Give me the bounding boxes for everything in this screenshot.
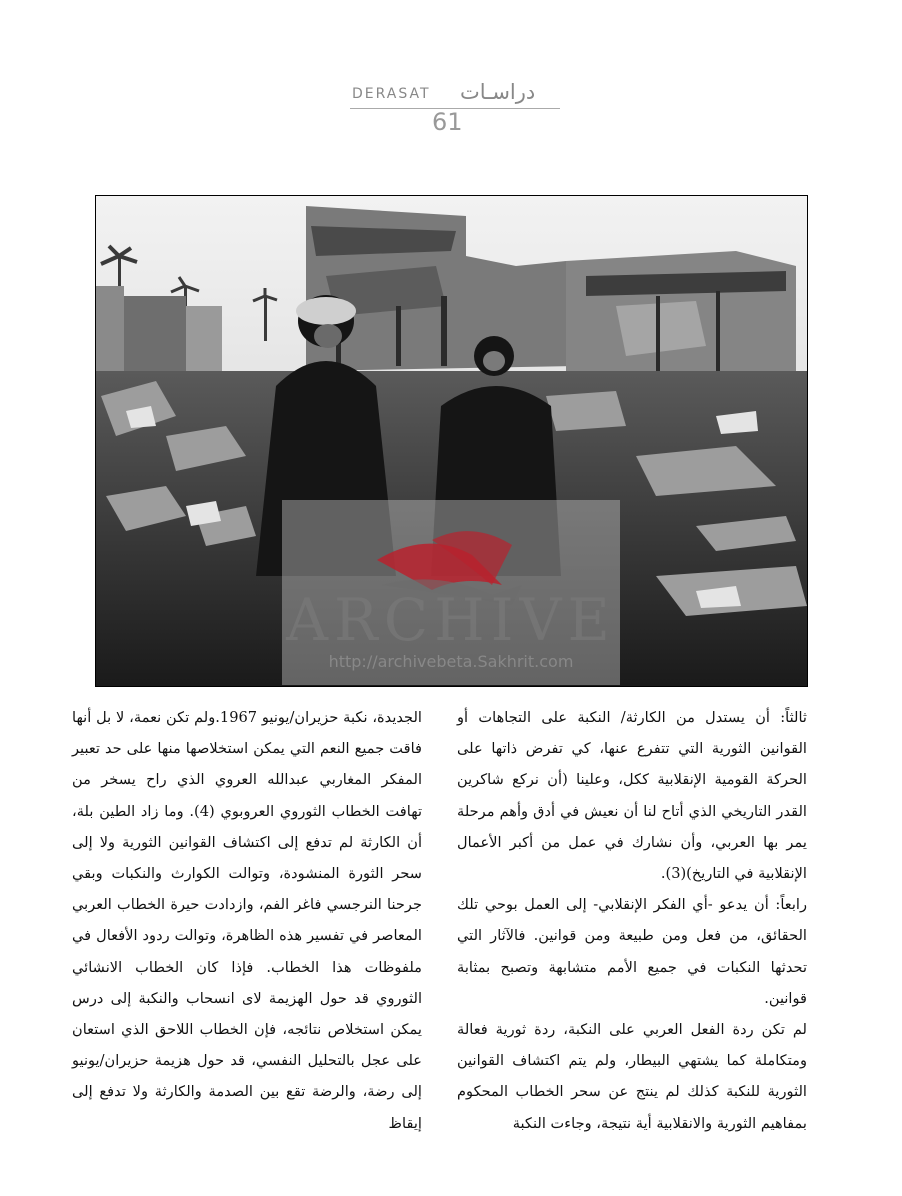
journal-title-latin: DERASAT xyxy=(352,86,431,102)
paragraph: رابعاً: أن يدعو -أي الفكر الإنقلابي- إلى العمل بوحي تلك الحقائق، من فعل ومن طبيعة ومن قوانين. فالآثار التي تحدثها النكبات في جميع الأمم متشابهة وتصبح بمثابة قوانين. xyxy=(457,896,807,1007)
paragraph: الجديدة، نكبة حزيران/يونيو 1967.ولم تكن نعمة، لا بل أنها فاقت جميع النعم التي يمكن استخلاصها منها على حد تعبير المفكر المغاربي عبدالله العروي الذي راح يسخر من تهافت الخطاب الثوروي العروبوي (4). وما زاد الطين بلة، أن الكارثة لم تدفع إلى اكتشاف القوانين الثورية ولا إلى سحر الثورة المنشودة، وتوالت الكوارث والنكبات وبقي جرحنا النرجسي فاغر الفم، وازدادت حيرة الخطاب العربي المعاصر في تفسير هذه الظاهرة، وتوالت ردود الأفعال في ملفوظات هذا الخطاب. فإذا كان الخطاب الانشائي الثوروي قد حول الهزيمة لاى انسحاب والنكبة إلى درس يمكن استخلاص نتائجه، فإن الخطاب اللاحق الذي استعان على عجل بالتحليل النفسي، قد حول هزيمة حزيران/يونيو إلى رضة، والرضة تقع بين الصدمة والكارثة ولا تدفع إلى إيقاظ xyxy=(72,709,423,1132)
paragraph: لم تكن ردة الفعل العربي على النكبة، ردة ثورية فعالة ومتكاملة كما يشتهي البيطار، ولم يتم اكتشاف القوانين الثورية للنكبة كذلك لم ينتج عن سحر الخطاب المحكوم بمفاهيم الثورية والانقلابية أية نتيجة، وجاءت النكبة xyxy=(457,1021,807,1132)
right-text-column xyxy=(457,702,807,1139)
page-number: 61 xyxy=(432,108,463,136)
watermark-url: http://archivebeta.Sakhrit.com xyxy=(328,652,574,671)
watermark-text: ARCHIVE xyxy=(286,586,616,654)
masthead xyxy=(340,78,580,138)
paragraph: ثالثاً: أن يستدل من الكارثة/ النكبة على التجاهات أو القوانين الثورية التي تتفرع عنها، كي تفرض ذاتها على الحركة القومية الإنقلابية ككل، وعلينا (أن نركع شاكرين القدر التاريخي الذي أتاح لنا أن نعيش في أدق وأهم مرحلة يمر بها العربي، وأن نشارك في عمل من أكبر الأعمال الإنقلابية في التاريخ)(3). xyxy=(457,709,807,883)
journal-title-arabic: دراسـات xyxy=(460,80,536,104)
left-text-column xyxy=(72,702,422,1139)
